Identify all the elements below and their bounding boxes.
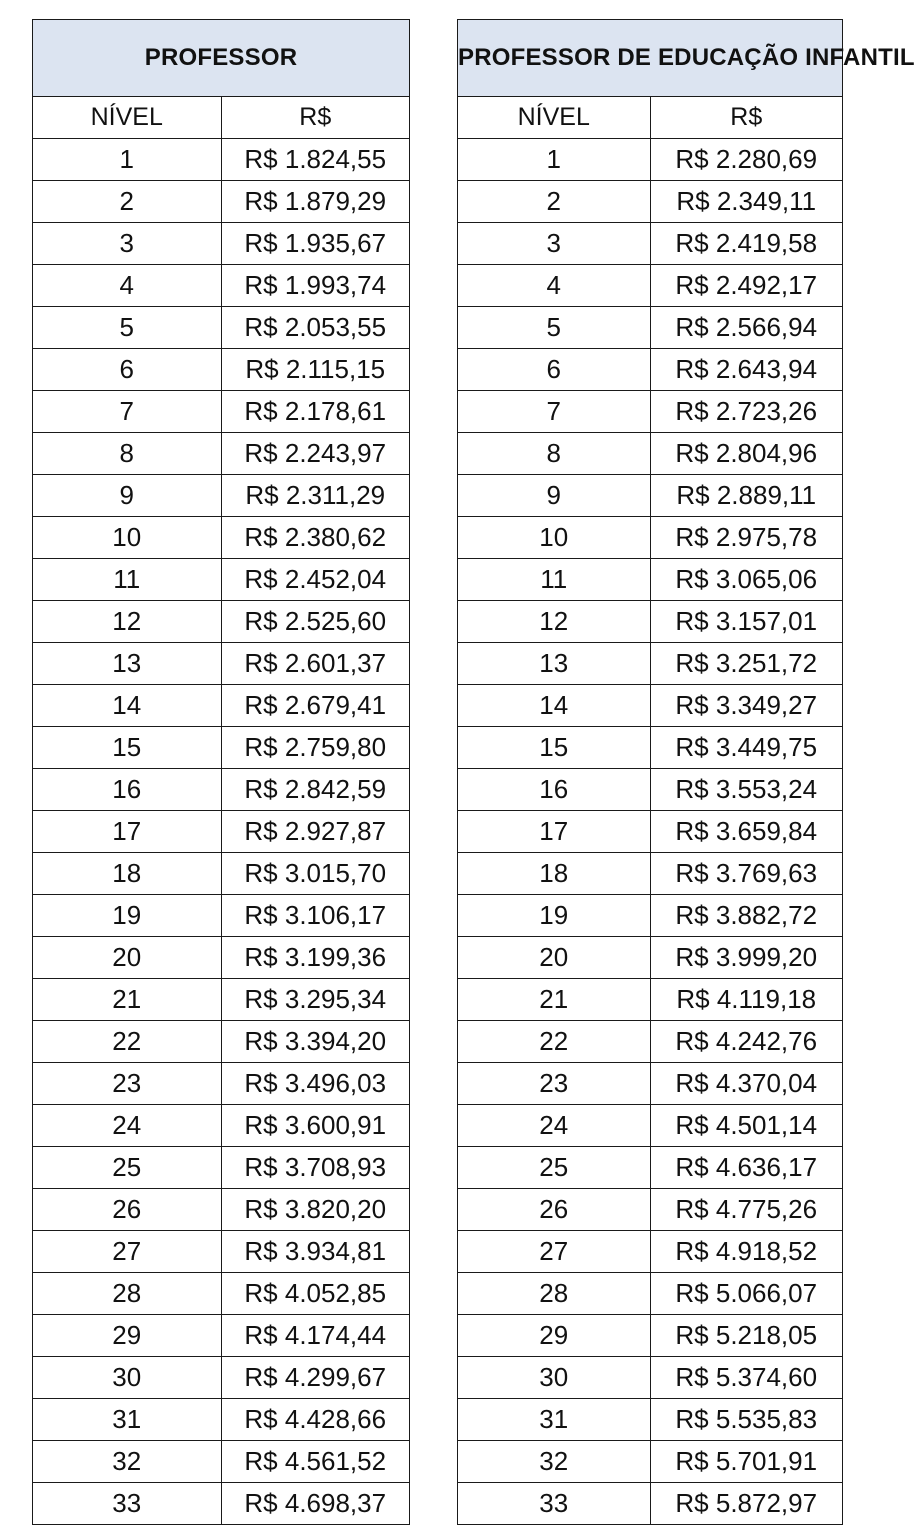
salary-value-cell: R$ 3.106,17 xyxy=(221,895,410,937)
table-row xyxy=(33,937,410,979)
table-row xyxy=(33,307,410,349)
salary-value-cell: R$ 2.643,94 xyxy=(650,349,843,391)
salary-value-cell: R$ 3.251,72 xyxy=(650,643,843,685)
level-cell: 11 xyxy=(458,559,651,601)
level-cell: 13 xyxy=(33,643,222,685)
salary-value-cell: R$ 2.243,97 xyxy=(221,433,410,475)
level-cell: 9 xyxy=(458,475,651,517)
salary-value-cell: R$ 2.601,37 xyxy=(221,643,410,685)
table-row xyxy=(33,1231,410,1273)
table-row xyxy=(33,181,410,223)
level-cell: 28 xyxy=(33,1273,222,1315)
table-row xyxy=(33,517,410,559)
table-row xyxy=(458,1147,843,1189)
salary-value-cell: R$ 4.428,66 xyxy=(221,1399,410,1441)
salary-value-cell: R$ 2.842,59 xyxy=(221,769,410,811)
table-row xyxy=(33,1357,410,1399)
salary-value-cell: R$ 1.824,55 xyxy=(221,139,410,181)
table-row xyxy=(458,979,843,1021)
table-row xyxy=(458,1483,843,1525)
level-cell: 5 xyxy=(458,307,651,349)
level-cell: 2 xyxy=(458,181,651,223)
table-row xyxy=(33,1441,410,1483)
level-cell: 20 xyxy=(458,937,651,979)
level-cell: 1 xyxy=(33,139,222,181)
level-cell: 15 xyxy=(33,727,222,769)
table-row xyxy=(458,937,843,979)
level-cell: 6 xyxy=(458,349,651,391)
level-cell: 10 xyxy=(33,517,222,559)
salary-value-cell: R$ 2.804,96 xyxy=(650,433,843,475)
level-cell: 12 xyxy=(458,601,651,643)
level-cell: 2 xyxy=(33,181,222,223)
salary-value-cell: R$ 2.492,17 xyxy=(650,265,843,307)
salary-value-cell: R$ 3.882,72 xyxy=(650,895,843,937)
salary-value-cell: R$ 3.496,03 xyxy=(221,1063,410,1105)
table-row xyxy=(458,391,843,433)
salary-table-professor-educacao-infantil xyxy=(457,19,915,1525)
table-row xyxy=(458,181,843,223)
salary-value-cell: R$ 3.157,01 xyxy=(650,601,843,643)
level-cell: 8 xyxy=(458,433,651,475)
level-cell: 29 xyxy=(33,1315,222,1357)
table-row xyxy=(458,1273,843,1315)
table-row xyxy=(458,1399,843,1441)
table-row xyxy=(33,1315,410,1357)
column-header-level: NÍVEL xyxy=(458,97,651,139)
level-cell: 16 xyxy=(33,769,222,811)
table-row xyxy=(458,853,843,895)
salary-value-cell: R$ 3.769,63 xyxy=(650,853,843,895)
level-cell: 27 xyxy=(458,1231,651,1273)
column-header-value: R$ xyxy=(650,97,843,139)
salary-value-cell: R$ 3.015,70 xyxy=(221,853,410,895)
salary-value-cell: R$ 3.553,24 xyxy=(650,769,843,811)
salary-value-cell: R$ 4.370,04 xyxy=(650,1063,843,1105)
level-cell: 18 xyxy=(33,853,222,895)
salary-value-cell: R$ 3.999,20 xyxy=(650,937,843,979)
salary-value-cell: R$ 2.975,78 xyxy=(650,517,843,559)
level-cell: 30 xyxy=(458,1357,651,1399)
level-cell: 30 xyxy=(33,1357,222,1399)
salary-value-cell: R$ 5.218,05 xyxy=(650,1315,843,1357)
level-cell: 31 xyxy=(33,1399,222,1441)
salary-value-cell: R$ 2.679,41 xyxy=(221,685,410,727)
salary-value-cell: R$ 3.295,34 xyxy=(221,979,410,1021)
level-cell: 3 xyxy=(33,223,222,265)
level-cell: 21 xyxy=(33,979,222,1021)
level-cell: 13 xyxy=(458,643,651,685)
salary-value-cell: R$ 4.174,44 xyxy=(221,1315,410,1357)
table-row xyxy=(458,1021,843,1063)
level-cell: 4 xyxy=(458,265,651,307)
level-cell: 26 xyxy=(33,1189,222,1231)
salary-value-cell: R$ 4.698,37 xyxy=(221,1483,410,1525)
salary-value-cell: R$ 4.299,67 xyxy=(221,1357,410,1399)
table-row xyxy=(33,1483,410,1525)
table-row xyxy=(458,223,843,265)
salary-value-cell: R$ 1.879,29 xyxy=(221,181,410,223)
salary-value-cell: R$ 3.199,36 xyxy=(221,937,410,979)
salary-value-cell: R$ 2.419,58 xyxy=(650,223,843,265)
table-row xyxy=(33,1399,410,1441)
level-cell: 32 xyxy=(458,1441,651,1483)
salary-value-cell: R$ 5.872,97 xyxy=(650,1483,843,1525)
salary-value-cell: R$ 2.178,61 xyxy=(221,391,410,433)
level-cell: 21 xyxy=(458,979,651,1021)
table-title: PROFESSOR xyxy=(33,20,410,97)
salary-value-cell: R$ 1.935,67 xyxy=(221,223,410,265)
salary-value-cell: R$ 2.452,04 xyxy=(221,559,410,601)
salary-value-cell: R$ 4.119,18 xyxy=(650,979,843,1021)
level-cell: 7 xyxy=(458,391,651,433)
table-row xyxy=(33,1063,410,1105)
table-row xyxy=(458,1231,843,1273)
salary-value-cell: R$ 1.993,74 xyxy=(221,265,410,307)
table-row xyxy=(458,895,843,937)
salary-value-cell: R$ 4.636,17 xyxy=(650,1147,843,1189)
table-row xyxy=(33,685,410,727)
table-row xyxy=(458,265,843,307)
level-cell: 23 xyxy=(33,1063,222,1105)
table-row xyxy=(33,769,410,811)
column-header-level: NÍVEL xyxy=(33,97,222,139)
table-row xyxy=(33,895,410,937)
table-row xyxy=(33,979,410,1021)
level-cell: 29 xyxy=(458,1315,651,1357)
level-cell: 20 xyxy=(33,937,222,979)
table-row xyxy=(33,559,410,601)
level-cell: 25 xyxy=(33,1147,222,1189)
table-row xyxy=(458,811,843,853)
level-cell: 11 xyxy=(33,559,222,601)
table-row xyxy=(458,139,843,181)
salary-value-cell: R$ 2.927,87 xyxy=(221,811,410,853)
level-cell: 7 xyxy=(33,391,222,433)
salary-value-cell: R$ 4.242,76 xyxy=(650,1021,843,1063)
level-cell: 19 xyxy=(458,895,651,937)
level-cell: 33 xyxy=(33,1483,222,1525)
table-row xyxy=(458,517,843,559)
salary-value-cell: R$ 4.052,85 xyxy=(221,1273,410,1315)
table-row xyxy=(33,475,410,517)
table-row xyxy=(458,1441,843,1483)
table-row xyxy=(33,601,410,643)
level-cell: 19 xyxy=(33,895,222,937)
level-cell: 33 xyxy=(458,1483,651,1525)
level-cell: 23 xyxy=(458,1063,651,1105)
salary-value-cell: R$ 2.889,11 xyxy=(650,475,843,517)
level-cell: 14 xyxy=(458,685,651,727)
level-cell: 6 xyxy=(33,349,222,391)
level-cell: 27 xyxy=(33,1231,222,1273)
level-cell: 3 xyxy=(458,223,651,265)
table-title: PROFESSOR DE EDUCAÇÃO INFANTIL xyxy=(458,20,843,97)
table-row xyxy=(33,1273,410,1315)
salary-value-cell: R$ 3.349,27 xyxy=(650,685,843,727)
level-cell: 31 xyxy=(458,1399,651,1441)
salary-value-cell: R$ 2.759,80 xyxy=(221,727,410,769)
salary-value-cell: R$ 5.701,91 xyxy=(650,1441,843,1483)
table-row xyxy=(458,601,843,643)
table-row xyxy=(33,853,410,895)
table-row xyxy=(458,727,843,769)
salary-value-cell: R$ 2.115,15 xyxy=(221,349,410,391)
level-cell: 24 xyxy=(33,1105,222,1147)
salary-value-cell: R$ 3.394,20 xyxy=(221,1021,410,1063)
salary-value-cell: R$ 2.723,26 xyxy=(650,391,843,433)
salary-value-cell: R$ 3.600,91 xyxy=(221,1105,410,1147)
level-cell: 14 xyxy=(33,685,222,727)
level-cell: 26 xyxy=(458,1189,651,1231)
table-row xyxy=(458,1189,843,1231)
level-cell: 5 xyxy=(33,307,222,349)
table-row xyxy=(33,223,410,265)
salary-value-cell: R$ 2.280,69 xyxy=(650,139,843,181)
salary-table-professor xyxy=(32,19,410,1525)
table-row xyxy=(33,727,410,769)
level-cell: 9 xyxy=(33,475,222,517)
salary-value-cell: R$ 5.374,60 xyxy=(650,1357,843,1399)
table-row xyxy=(33,265,410,307)
level-cell: 17 xyxy=(458,811,651,853)
table-row xyxy=(33,433,410,475)
salary-value-cell: R$ 3.708,93 xyxy=(221,1147,410,1189)
table-row xyxy=(33,1189,410,1231)
table-row xyxy=(458,769,843,811)
level-cell: 17 xyxy=(33,811,222,853)
table-row xyxy=(458,475,843,517)
salary-value-cell: R$ 2.566,94 xyxy=(650,307,843,349)
table-row xyxy=(33,1021,410,1063)
level-cell: 10 xyxy=(458,517,651,559)
level-cell: 1 xyxy=(458,139,651,181)
salary-value-cell: R$ 3.065,06 xyxy=(650,559,843,601)
table-row xyxy=(33,643,410,685)
level-cell: 16 xyxy=(458,769,651,811)
table-row xyxy=(458,643,843,685)
table-row xyxy=(458,307,843,349)
table-row xyxy=(33,349,410,391)
table-row xyxy=(458,433,843,475)
level-cell: 22 xyxy=(458,1021,651,1063)
salary-value-cell: R$ 2.311,29 xyxy=(221,475,410,517)
level-cell: 18 xyxy=(458,853,651,895)
salary-value-cell: R$ 4.501,14 xyxy=(650,1105,843,1147)
salary-value-cell: R$ 2.349,11 xyxy=(650,181,843,223)
table-row xyxy=(33,391,410,433)
salary-value-cell: R$ 2.525,60 xyxy=(221,601,410,643)
table-row xyxy=(33,1147,410,1189)
table-row xyxy=(458,1315,843,1357)
salary-value-cell: R$ 3.659,84 xyxy=(650,811,843,853)
table-row xyxy=(33,811,410,853)
salary-value-cell: R$ 4.561,52 xyxy=(221,1441,410,1483)
salary-value-cell: R$ 5.066,07 xyxy=(650,1273,843,1315)
salary-value-cell: R$ 5.535,83 xyxy=(650,1399,843,1441)
level-cell: 24 xyxy=(458,1105,651,1147)
salary-value-cell: R$ 2.053,55 xyxy=(221,307,410,349)
level-cell: 22 xyxy=(33,1021,222,1063)
level-cell: 4 xyxy=(33,265,222,307)
level-cell: 12 xyxy=(33,601,222,643)
salary-value-cell: R$ 4.775,26 xyxy=(650,1189,843,1231)
table-row xyxy=(458,1063,843,1105)
salary-value-cell: R$ 3.934,81 xyxy=(221,1231,410,1273)
level-cell: 32 xyxy=(33,1441,222,1483)
level-cell: 25 xyxy=(458,1147,651,1189)
salary-value-cell: R$ 4.918,52 xyxy=(650,1231,843,1273)
table-row xyxy=(458,1357,843,1399)
level-cell: 8 xyxy=(33,433,222,475)
table-row xyxy=(458,1105,843,1147)
table-row xyxy=(33,1105,410,1147)
level-cell: 15 xyxy=(458,727,651,769)
level-cell: 28 xyxy=(458,1273,651,1315)
column-header-value: R$ xyxy=(221,97,410,139)
table-row xyxy=(458,559,843,601)
table-row xyxy=(33,139,410,181)
table-row xyxy=(458,685,843,727)
salary-value-cell: R$ 3.449,75 xyxy=(650,727,843,769)
table-row xyxy=(458,349,843,391)
salary-value-cell: R$ 2.380,62 xyxy=(221,517,410,559)
salary-value-cell: R$ 3.820,20 xyxy=(221,1189,410,1231)
